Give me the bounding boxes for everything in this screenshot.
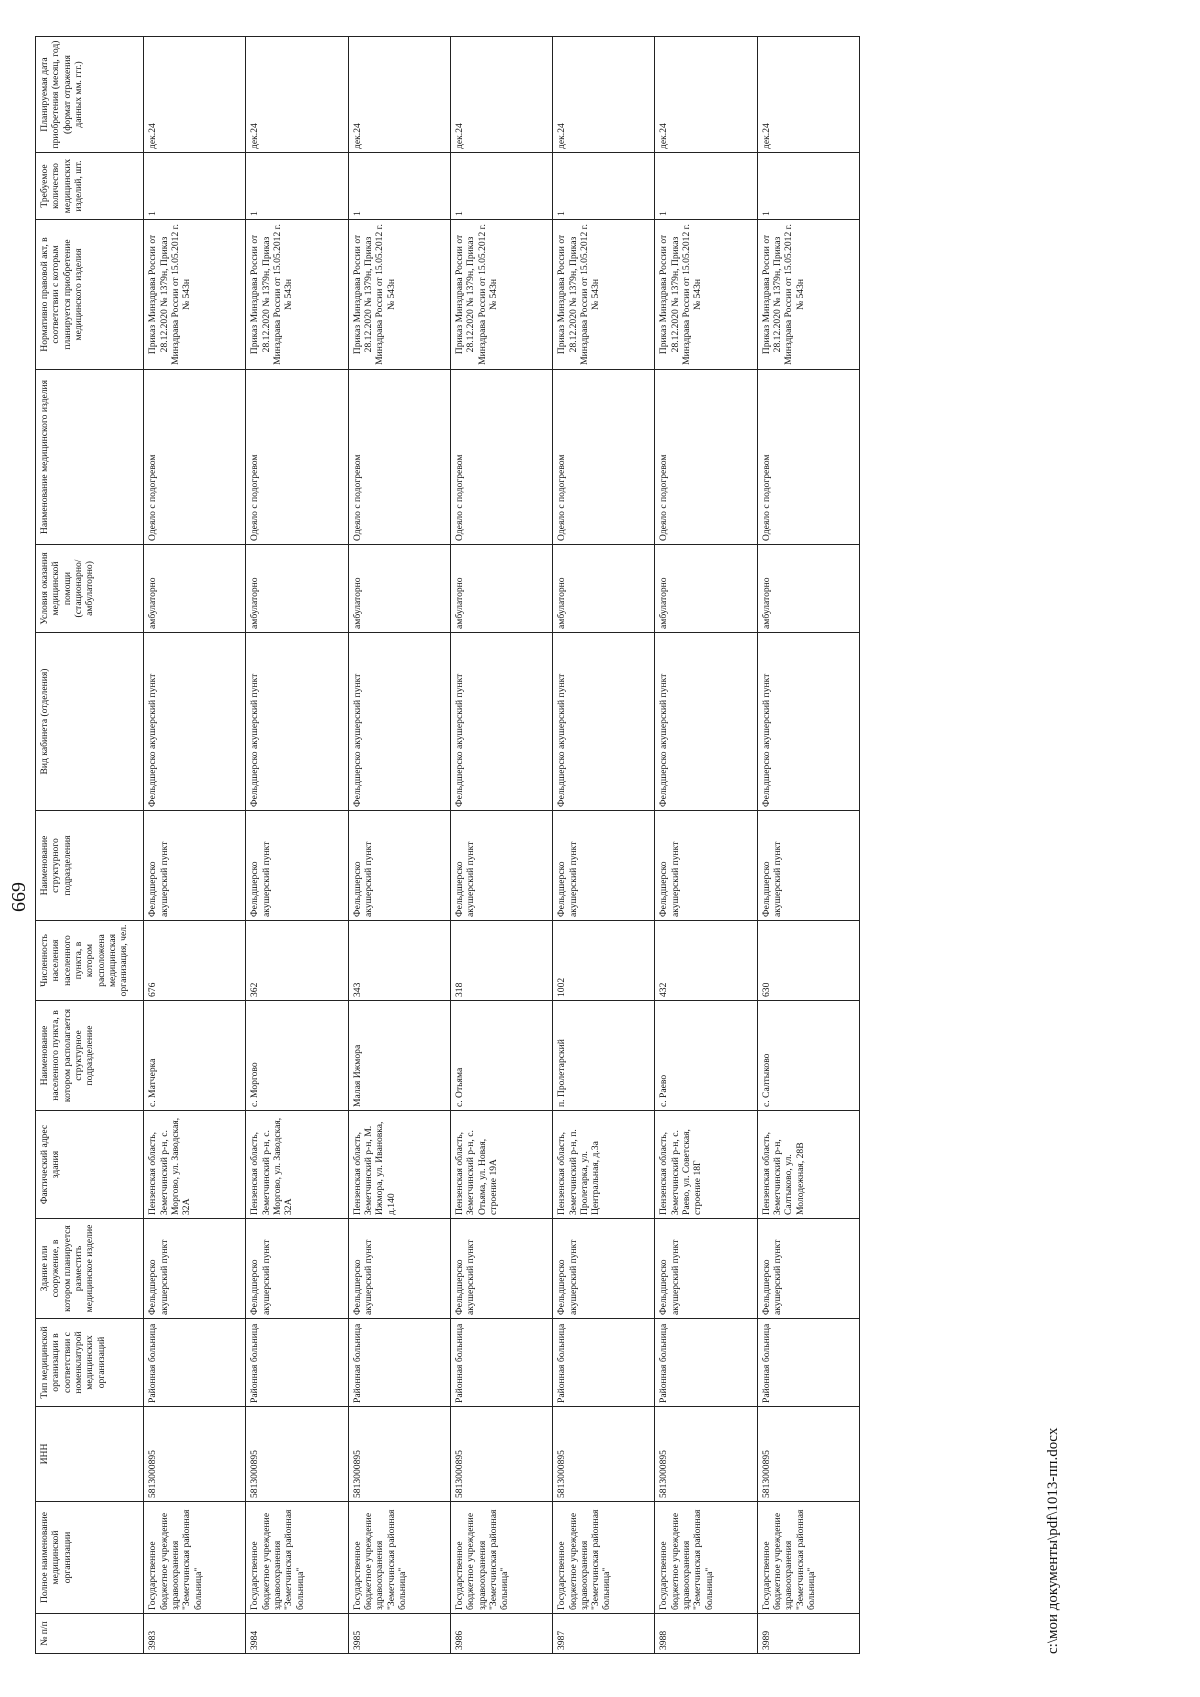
table-header-row [36, 37, 144, 1654]
cell-legal: Приказ Минздрава России от 28.12.2020 № 1379н, Приказ Минздрава России от 15.05.2012 г. № 543н [757, 220, 859, 370]
cell-device: Одеяло с подогревом [450, 370, 552, 545]
cell-building: Фельдшерско акушерский пункт [450, 1219, 552, 1319]
cell-address: Пензенская область, Земетчинский р-н, с. Раево, ул. Советская, строение 18Г [655, 1111, 757, 1219]
cell-type: Районная больница [655, 1319, 757, 1407]
cell-org: Государственное бюджетное учреждение здравоохранения "Земетчинская районная больница" [757, 1502, 859, 1614]
cell-num: 3987 [553, 1614, 655, 1654]
cell-legal: Приказ Минздрава России от 28.12.2020 № 1379н, Приказ Минздрава России от 15.05.2012 г. № 543н [144, 220, 246, 370]
cell-cabinet: Фельдшерско акушерский пункт [450, 633, 552, 811]
cell-division: Фельдшерско акушерский пункт [655, 811, 757, 921]
cell-building: Фельдшерско акушерский пункт [246, 1219, 348, 1319]
footer-file-path: c:\мои документы\pdf\1013-пп.docx [1045, 1427, 1061, 1654]
table-row [655, 37, 757, 1654]
cell-population: 630 [757, 921, 859, 1001]
cell-settlement: с. Отьяма [450, 1001, 552, 1111]
cell-org: Государственное бюджетное учреждение здравоохранения "Земетчинская районная больница" [655, 1502, 757, 1614]
header-inn: ИНН [36, 1407, 144, 1502]
header-division: Наименование структурного подразделения [36, 811, 144, 921]
registry-table [35, 36, 860, 1654]
cell-legal: Приказ Минздрава России от 28.12.2020 № 1379н, Приказ Минздрава России от 15.05.2012 г. № 543н [553, 220, 655, 370]
table-row [553, 37, 655, 1654]
cell-division: Фельдшерско акушерский пункт [450, 811, 552, 921]
cell-date: дек.24 [348, 37, 450, 153]
cell-settlement: п. Пролетарский [553, 1001, 655, 1111]
registry-table-container [35, 40, 860, 1654]
cell-address: Пензенская область, Земетчинский р-н, с. Моргово, ул. Заводская, 32А [246, 1111, 348, 1219]
cell-settlement: с. Матчерка [144, 1001, 246, 1111]
header-legal: Нормативно правовой акт, в соответствии с которым планируется приобретение медицинского изделия [36, 220, 144, 370]
cell-num: 3986 [450, 1614, 552, 1654]
cell-conditions: амбулаторно [655, 545, 757, 633]
table-row [246, 37, 348, 1654]
cell-type: Районная больница [348, 1319, 450, 1407]
cell-date: дек.24 [553, 37, 655, 153]
cell-device: Одеяло с подогревом [348, 370, 450, 545]
cell-cabinet: Фельдшерско акушерский пункт [348, 633, 450, 811]
header-device: Наименование медицинского изделия [36, 370, 144, 545]
cell-cabinet: Фельдшерско акушерский пункт [757, 633, 859, 811]
cell-num: 3988 [655, 1614, 757, 1654]
cell-date: дек.24 [757, 37, 859, 153]
cell-legal: Приказ Минздрава России от 28.12.2020 № 1379н, Приказ Минздрава России от 15.05.2012 г. № 543н [348, 220, 450, 370]
cell-inn: 5813000895 [553, 1407, 655, 1502]
cell-division: Фельдшерско акушерский пункт [246, 811, 348, 921]
cell-num: 3989 [757, 1614, 859, 1654]
table-row [450, 37, 552, 1654]
cell-settlement: Малая Ижмора [348, 1001, 450, 1111]
cell-qty: 1 [348, 153, 450, 220]
cell-conditions: амбулаторно [757, 545, 859, 633]
cell-settlement: с. Салтыково [757, 1001, 859, 1111]
cell-cabinet: Фельдшерско акушерский пункт [246, 633, 348, 811]
cell-num: 3983 [144, 1614, 246, 1654]
cell-settlement: с. Моргово [246, 1001, 348, 1111]
cell-address: Пензенская область, Земетчинский р-н, Салтыково, ул. Молодежная, 28В [757, 1111, 859, 1219]
cell-type: Районная больница [450, 1319, 552, 1407]
table-row [757, 37, 859, 1654]
header-num: № п/п [36, 1614, 144, 1654]
cell-address: Пензенская область, Земетчинский р-н, п. Пролетарка, ул. Центральная, д.3а [553, 1111, 655, 1219]
cell-inn: 5813000895 [655, 1407, 757, 1502]
header-address: Фактический адрес здания [36, 1111, 144, 1219]
header-conditions: Условия оказания медицинской помощи (стационарно/амбулаторно) [36, 545, 144, 633]
page-number: 669 [8, 882, 30, 912]
cell-inn: 5813000895 [246, 1407, 348, 1502]
cell-qty: 1 [144, 153, 246, 220]
cell-device: Одеяло с подогревом [553, 370, 655, 545]
cell-conditions: амбулаторно [144, 545, 246, 633]
cell-org: Государственное бюджетное учреждение здравоохранения "Земетчинская районная больница" [246, 1502, 348, 1614]
cell-legal: Приказ Минздрава России от 28.12.2020 № 1379н, Приказ Минздрава России от 15.05.2012 г. № 543н [246, 220, 348, 370]
cell-building: Фельдшерско акушерский пункт [144, 1219, 246, 1319]
cell-device: Одеяло с подогревом [655, 370, 757, 545]
cell-cabinet: Фельдшерско акушерский пункт [655, 633, 757, 811]
cell-cabinet: Фельдшерско акушерский пункт [553, 633, 655, 811]
header-settlement: Наименование населенного пункта, в котором располагается структурное подразделение [36, 1001, 144, 1111]
cell-settlement: с. Раево [655, 1001, 757, 1111]
cell-building: Фельдшерско акушерский пункт [348, 1219, 450, 1319]
rotated-page [0, 40, 1200, 1697]
cell-date: дек.24 [246, 37, 348, 153]
header-type: Тип медицинской организации в соответствии с номенклатурой медицинских организаций [36, 1319, 144, 1407]
cell-building: Фельдшерско акушерский пункт [553, 1219, 655, 1319]
cell-population: 343 [348, 921, 450, 1001]
cell-population: 1002 [553, 921, 655, 1001]
cell-qty: 1 [450, 153, 552, 220]
cell-population: 318 [450, 921, 552, 1001]
header-population: Численность населения населенного пункта, в котором расположена медицинская организация, чел. [36, 921, 144, 1001]
cell-date: дек.24 [144, 37, 246, 153]
cell-division: Фельдшерско акушерский пункт [553, 811, 655, 921]
cell-address: Пензенская область, Земетчинский р-н, М. Ижмора, ул. Ивановка, д.140 [348, 1111, 450, 1219]
cell-conditions: амбулаторно [348, 545, 450, 633]
cell-org: Государственное бюджетное учреждение здравоохранения "Земетчинская районная больница" [144, 1502, 246, 1614]
cell-org: Государственное бюджетное учреждение здравоохранения "Земетчинская районная больница" [348, 1502, 450, 1614]
cell-inn: 5813000895 [757, 1407, 859, 1502]
cell-device: Одеяло с подогревом [246, 370, 348, 545]
cell-building: Фельдшерско акушерский пункт [655, 1219, 757, 1319]
cell-address: Пензенская область, Земетчинский р-н, с. Моргово, ул. Заводская, 32А [144, 1111, 246, 1219]
cell-division: Фельдшерско акушерский пункт [757, 811, 859, 921]
cell-type: Районная больница [246, 1319, 348, 1407]
cell-building: Фельдшерско акушерский пункт [757, 1219, 859, 1319]
cell-date: дек.24 [655, 37, 757, 153]
cell-num: 3984 [246, 1614, 348, 1654]
cell-population: 432 [655, 921, 757, 1001]
header-date: Планируемая дата приобретения (месяц, год) (формат отражения данных мм. ггг.) [36, 37, 144, 153]
cell-org: Государственное бюджетное учреждение здравоохранения "Земетчинская районная больница" [553, 1502, 655, 1614]
cell-legal: Приказ Минздрава России от 28.12.2020 № 1379н, Приказ Минздрава России от 15.05.2012 г. № 543н [655, 220, 757, 370]
cell-conditions: амбулаторно [246, 545, 348, 633]
header-cabinet: Вид кабинета (отделения) [36, 633, 144, 811]
cell-population: 362 [246, 921, 348, 1001]
table-row [348, 37, 450, 1654]
cell-population: 676 [144, 921, 246, 1001]
cell-type: Районная больница [144, 1319, 246, 1407]
cell-qty: 1 [553, 153, 655, 220]
cell-device: Одеяло с подогревом [757, 370, 859, 545]
table-row [144, 37, 246, 1654]
cell-inn: 5813000895 [144, 1407, 246, 1502]
cell-qty: 1 [246, 153, 348, 220]
cell-qty: 1 [757, 153, 859, 220]
cell-cabinet: Фельдшерско акушерский пункт [144, 633, 246, 811]
cell-conditions: амбулаторно [553, 545, 655, 633]
cell-legal: Приказ Минздрава России от 28.12.2020 № 1379н, Приказ Минздрава России от 15.05.2012 г. № 543н [450, 220, 552, 370]
cell-division: Фельдшерско акушерский пункт [144, 811, 246, 921]
cell-type: Районная больница [757, 1319, 859, 1407]
header-building: Здание или сооружение, в котором планируется разместить медицинское изделие [36, 1219, 144, 1319]
cell-date: дек.24 [450, 37, 552, 153]
cell-inn: 5813000895 [348, 1407, 450, 1502]
cell-num: 3985 [348, 1614, 450, 1654]
header-org: Полное наименование медицинской организации [36, 1502, 144, 1614]
cell-division: Фельдшерско акушерский пункт [348, 811, 450, 921]
cell-device: Одеяло с подогревом [144, 370, 246, 545]
cell-address: Пензенская область, Земетчинский р-н, с. Отьяма, ул. Новая, строение 19А [450, 1111, 552, 1219]
cell-type: Районная больница [553, 1319, 655, 1407]
cell-org: Государственное бюджетное учреждение здравоохранения "Земетчинская районная больница" [450, 1502, 552, 1614]
header-qty: Требуемое количество медицинских изделий, шт. [36, 153, 144, 220]
cell-inn: 5813000895 [450, 1407, 552, 1502]
cell-conditions: амбулаторно [450, 545, 552, 633]
cell-qty: 1 [655, 153, 757, 220]
